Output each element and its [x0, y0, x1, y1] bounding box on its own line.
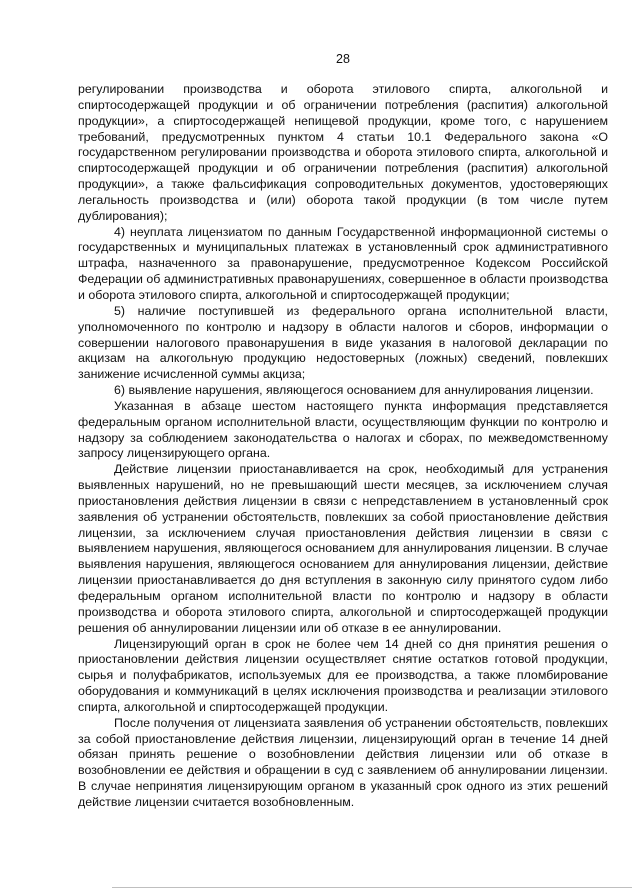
- scan-edge-divider: [112, 887, 632, 888]
- paragraph-2: 4) неуплата лицензиатом по данным Государственной информационной системы о государственных и муниципальных платежах в установленный срок административного штрафа, назначенного за правонарушение, предусмотренное Кодексом Российской Федерации об административных правонарушениях, совершенное в области производства и оборота этилового спирта, алкогольной и спиртосодержащей продукции;: [78, 224, 608, 302]
- paragraph-6: Действие лицензии приостанавливается на срок, необходимый для устранения выявленных нарушений, но не превышающий шести месяцев, за исключением случая приостановления действия лицензии в связи с непредставлением в установленный срок заявления об устранении обстоятельств, повлекших за собой приостановление действия лицензии, за исключением случая приостановления действия лицензии в связи с выявлением нарушения, являющегося основанием для аннулирования лицензии. В случае выявления нарушения, являющегося основанием для аннулирования лицензии, действие лицензии приостанавливается до дня вступления в законную силу принятого судом либо федеральным органом исполнительной власти по контролю и надзору в области производства и оборота этилового спирта, алкогольной и спиртосодержащей продукции решения об аннулировании лицензии или об отказе в ее аннулировании.: [78, 462, 608, 635]
- paragraph-7: Лицензирующий орган в срок не более чем 14 дней со дня принятия решения о приостановлении действия лицензии осуществляет снятие остатков готовой продукции, сырья и полуфабрикатов, используемых для ее производства, а также пломбирование оборудования и коммуникаций в целях исключения производства и реализации этилового спирта, алкогольной и спиртосодержащей продукции.: [78, 636, 608, 714]
- paragraph-4: 6) выявление нарушения, являющегося основанием для аннулирования лицензии.: [114, 383, 594, 398]
- paragraph-5: Указанная в абзаце шестом настоящего пункта информация представляется федеральным органом исполнительной власти, осуществляющим функции по контролю и надзору за соблюдением законодательства о налогах и сборах, по межведомственному запросу лицензирующего органа.: [78, 398, 608, 461]
- document-body: [78, 82, 608, 811]
- page-number: 28: [336, 52, 350, 66]
- paragraph-3: 5) наличие поступившей из федерального органа исполнительной власти, уполномоченного по контролю и надзору в области налогов и сборов, информации о совершении налогового правонарушения в виде указания в налоговой декларации по акцизам на алкогольную продукцию недостоверных (ложных) сведений, повлекших занижение исчисленной суммы акциза;: [78, 303, 608, 382]
- paragraph-1: регулировании производства и оборота этилового спирта, алкогольной и спиртосодержащей продукции и об ограничении потребления (распития) алкогольной продукции», а спиртосодержащей непищевой продукции, кроме того, с нарушением требований, предусмотренных пунктом 4 статьи 10.1 Федерального закона «О государственном регулировании производства и оборота этилового спирта, алкогольной и спиртосодержащей продукции и об ограничении потребления (распития) алкогольной продукции», а также фальсификация сопроводительных документов, удостоверяющих легальность производства и (или) оборота такой продукции (в том числе путем дублирования);: [78, 82, 608, 223]
- paragraph-8: После получения от лицензиата заявления об устранении обстоятельств, повлекших за собой приостановление действия лицензии, лицензирующий орган в течение 14 дней обязан принять решение о возобновлении действия лицензии или об отказе в возобновлении ее действия и обращении в суд с заявлением об аннулировании лицензии. В случае непринятия лицензирующим органом в указанный срок одного из этих решений действие лицензии считается возобновленным.: [78, 715, 608, 809]
